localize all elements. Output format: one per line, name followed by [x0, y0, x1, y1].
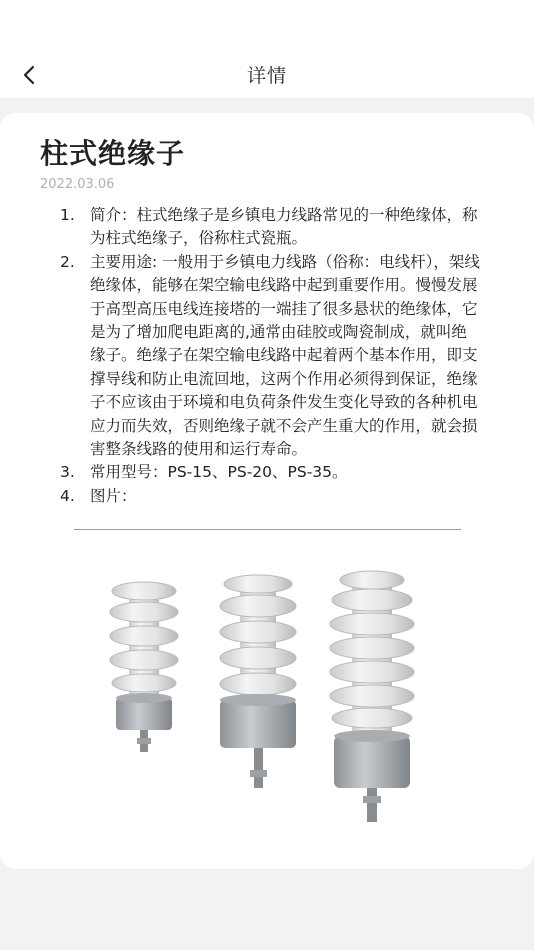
divider	[74, 529, 461, 530]
insulator-medium	[220, 575, 296, 788]
list-item-text: 主要用途: 一般用于乡镇电力线路（俗称：电线杆），架线绝缘体，能够在架空输电线路中起到重要作用。慢慢发展于高型高压电线连接塔的一端挂了很多悬状的绝缘体，它是为了增加爬电距离的,通常由硅胶或陶瓷制成，就叫绝缘子。绝缘子在架空输电线路中起着两个基本作用，即支撑导线和防止电流回地，这两个作用必须得到保证，绝缘子不应该由于环境和电负荷条件发生变化导致的各种机电应力而失效，否则绝缘子就不会产生重大的作用，就会损害整条线路的使用和运行寿命。	[90, 252, 480, 459]
insulator-photo	[98, 560, 438, 830]
list-item-text: 常用型号：PS-15、PS-20、PS-35。	[90, 463, 348, 482]
list-item-number: 3.	[60, 463, 75, 482]
article-date: 2022.03.06	[40, 177, 115, 192]
article-title: 柱式绝缘子	[40, 137, 186, 170]
list-item-number: 4.	[60, 486, 75, 505]
list-item-number: 2.	[60, 252, 75, 271]
page-title: 详情	[246, 65, 287, 87]
insulator-large	[330, 571, 414, 822]
top-bar	[0, 0, 534, 98]
list-item	[60, 461, 480, 484]
list-item	[60, 204, 480, 251]
insulator-small	[110, 582, 178, 752]
article-content-list	[60, 204, 480, 508]
list-item-text: 图片：	[90, 486, 137, 505]
list-item-text: 简介：柱式绝缘子是乡镇电力线路常见的一种绝缘体，称为柱式绝缘子，俗称柱式瓷瓶。	[90, 206, 478, 248]
list-item-number: 1.	[60, 206, 75, 224]
list-item	[60, 485, 480, 508]
list-item	[60, 251, 480, 462]
